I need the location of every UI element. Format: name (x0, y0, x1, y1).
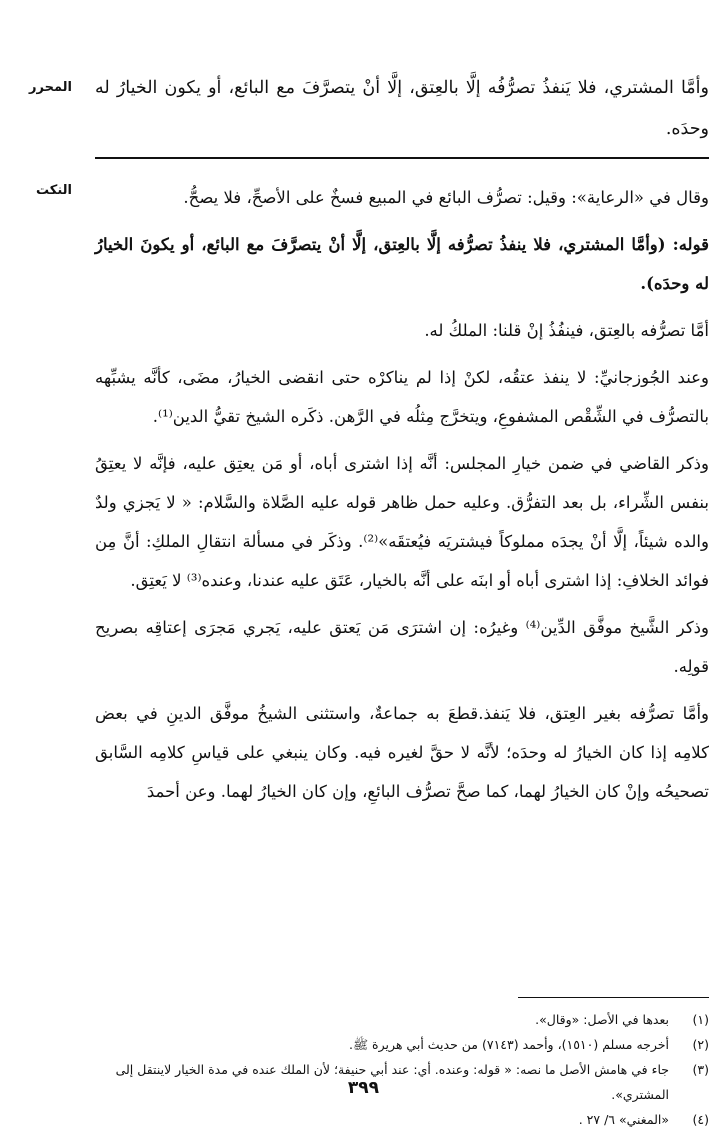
main-text-block (95, 68, 709, 158)
footnote-separator (518, 997, 709, 998)
nukat-paragraph-5: وذكر القاضي في ضمن خيارِ المجلس: أنَّه إذا اشترى أباه، أو مَن يعتِق عليه، فإنَّه لا يعتِقُ بنفس الشِّراء، بل بعد التفرُّق. وعليه حمل ظاهر قوله عليه الصَّلاة والسَّلام: « لا يَجزي ولدٌ والده شيئاً، إلَّا أنْ يجدَه مملوكاً فيشتريَه فيُعتقَه»⁽²⁾. وذكَر في مسألة انتقالِ الملكِ: أنَّ مِن فوائد الخلافِ: إذا اشترى أباه أو ابنَه على أنَّه بالخيار، عَتَق عليه عندنا، وعنده⁽³⁾ لا يَعتِق. (95, 454, 709, 590)
footnote-text: جاء في هامش الأصل ما نصه: « قوله: وعنده. أي: عند أبي حنيفة؛ لأن الملك عنده في مدة الخيار لاينتقل إلى المشتري». (115, 1062, 669, 1102)
nukat-paragraph-6: وذكر الشَّيخ موفَّق الدِّين⁽⁴⁾ وغيرُه: إن اشترَى مَن يَعتق عليه، يَجري مَجرَى إعتاقِه بصريح قولِه. (95, 618, 709, 676)
nukat-label: النكت (36, 183, 72, 198)
footnote-number: (١) (692, 1012, 709, 1027)
nukat-paragraph-3: أمَّا تصرُّفه بالعِتق، فينفُذُ إنْ قلنا: الملكُ له. (424, 321, 709, 340)
footnotes (60, 1007, 709, 1132)
footnote-number: (٤) (692, 1112, 709, 1127)
footnote (60, 1007, 709, 1032)
footnote-text: «المغني» ٦/ ٢٧ . (578, 1112, 669, 1127)
nukat-paragraph-1: وقال في «الرعاية»: وقيل: تصرُّف البائع في المبيع فسخٌ على الأصحِّ، فلا يصحُّ. (183, 188, 709, 207)
muharrar-label: المحرر (29, 80, 72, 95)
nukat-text-block (95, 178, 709, 819)
main-text: وأمَّا المشتري، فلا يَنفذُ تصرُّفُه إلَّا بالعِتق، إلَّا أنْ يتصرَّفَ مع البائع، أو يكون الخيارُ له وحدَه. (95, 78, 709, 139)
nukat-paragraph-7: وأمَّا تصرُّفه بغير العِتق، فلا يَنفذ.قطعَ به جماعةٌ، واستثنى الشيخُ موفَّق الدينِ في بعض كلامِه إذا كان الخيارُ له وحدَه؛ لأنَّه لا حقَّ لغيره فيه. وكان ينبغي على قياسِ كلامِه السَّابق تصحيحُه وإنْ كان الخيارُ لهما، كما صحَّ تصرُّف البائعِ، وإن كان الخيارُ لهما. وعن أحمدَ (95, 704, 709, 801)
footnote-text: بعدها في الأصل: «وقال». (535, 1012, 669, 1027)
footnote-text: أخرجه مسلم (١٥١٠)، وأحمد (٧١٤٣) من حديث أبي هريرة ﷺ. (349, 1037, 669, 1052)
page-number: ٣٩٩ (347, 1078, 380, 1098)
footnote-number: (٢) (692, 1037, 709, 1052)
footnote (60, 1107, 709, 1132)
section-separator (95, 157, 709, 159)
nukat-quoted-text: قوله: (وأمَّا المشتري، فلا ينفذُ تصرُّفه إلَّا بالعِتق، إلَّا أنْ يتصرَّفَ مع البائع، أو يكونَ الخيارُ له وحدَه). (95, 235, 709, 293)
footnote-number: (٣) (692, 1062, 709, 1077)
footnote (60, 1032, 709, 1057)
nukat-paragraph-4: وعند الجُوزجانيِّ: لا ينفذ عتقُه، لكنْ إذا لم يناكرْه حتى انقضى الخيارُ، مضَى، كأنَّه يشبِّهه بالتصرُّف في الشِّقْص المشفوعِ، ويتخرَّج مِثلُه في الرَّهن. ذكَره الشيخ تقيُّ الدين⁽¹⁾. (95, 368, 709, 426)
